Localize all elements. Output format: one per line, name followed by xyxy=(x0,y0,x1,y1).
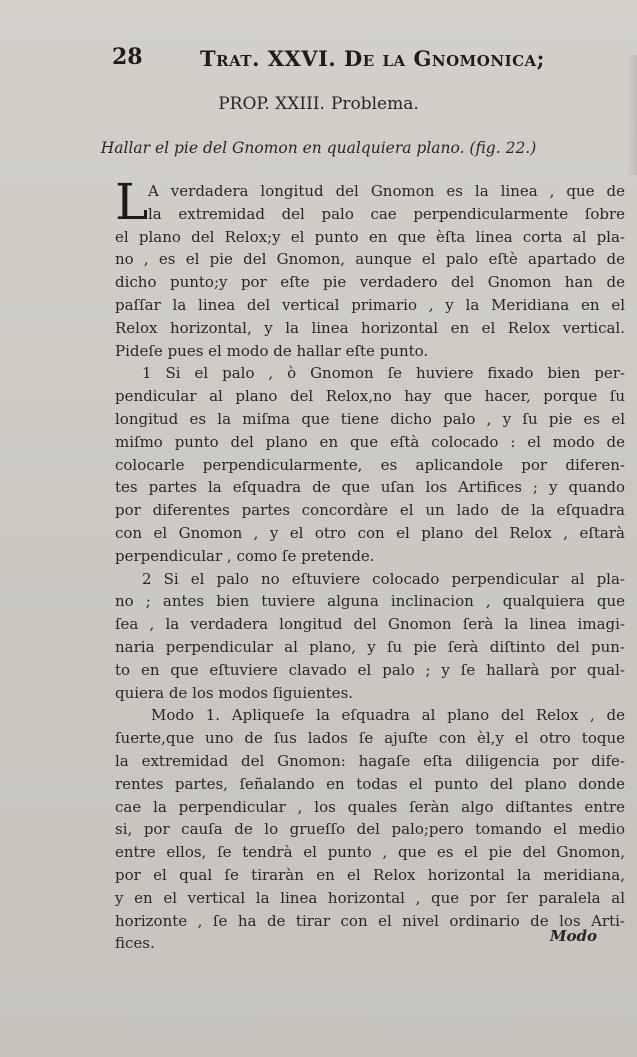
text-line: longitud es la miſma que tiene dicho palo , y ſu pie es el xyxy=(115,409,625,428)
text-line: horizonte , ſe ha de tirar con el nivel ordinario de los Arti- xyxy=(115,911,625,930)
text-line: Relox horizontal, y la linea horizontal en el Relox vertical. xyxy=(115,318,625,337)
text-line: entre ellos, ſe tendrà el punto , que es el pie del Gnomon, xyxy=(115,843,625,862)
text-line: si, por cauſa de lo grueſſo del palo;pero tomando el medio xyxy=(115,820,625,839)
text-line: no , es el pie del Gnomon, aunque el palo eſtè apartado de xyxy=(115,250,625,269)
text-line: pendicular al plano del Relox,no hay que hacer, porque ſu xyxy=(115,387,625,406)
running-head: Trat. XXVI. De la Gnomonica; xyxy=(200,46,545,71)
text-line: y en el vertical la linea horizontal , que por ſer paralela al xyxy=(115,888,625,907)
proposition-label: PROP. XXIII. xyxy=(218,94,325,114)
text-line: Modo 1. Apliqueſe la eſquadra al plano del Relox , de xyxy=(151,706,625,725)
text-line: por el qual ſe tiraràn en el Relox horizontal la meridiana, xyxy=(115,865,625,884)
page-header xyxy=(112,42,602,76)
text-line: rentes partes, ſeñalando en todas el punto del plano donde xyxy=(115,774,625,793)
text-line: tes partes la eſquadra de que uſan los Artifices ; y quando xyxy=(115,478,625,497)
text-line: ſea , la verdadera longitud del Gnomon ſerà la linea imagi- xyxy=(115,615,625,634)
catchword: Modo xyxy=(549,927,597,945)
body-text xyxy=(115,173,625,955)
page-number: 28 xyxy=(112,44,143,70)
text-line: to en que eſtuviere clavado el palo ; y ſe hallarà por qual- xyxy=(115,660,625,679)
text-line: ſuerte,que uno de ſus lados ſe ajuſte con èl,y el otro toque xyxy=(115,729,625,748)
proposition-heading xyxy=(0,94,637,114)
text-line: paſſar la linea del vertical primario , y la Meridiana en el xyxy=(115,295,625,314)
text-line: quiera de los modos ſiguientes. xyxy=(115,683,354,702)
text-line: 1 Si el palo , ò Gnomon ſe huviere fixado bien per- xyxy=(142,364,625,383)
text-line: fices. xyxy=(115,934,155,953)
text-line: la extremidad del palo cae perpendicularmente ſobre xyxy=(148,204,625,223)
text-line: miſmo punto del plano en que eſtà colocado : el modo de xyxy=(115,432,625,451)
text-line: no ; antes bien tuviere alguna inclinacion , qualquiera que xyxy=(115,592,625,611)
text-line: la extremidad del Gnomon: hagaſe eſta diligencia por dife- xyxy=(115,751,625,770)
text-line: naria perpendicular al plano, y ſu pie ſerà diſtinto del pun- xyxy=(115,637,625,656)
text-line: 2 Si el palo no eſtuviere colocado perpendicular al pla- xyxy=(142,569,625,588)
text-line: dicho punto;y por eſte pie verdadero del Gnomon han de xyxy=(115,273,625,292)
text-line: colocarle perpendicularmente, es aplicandole por diferen- xyxy=(115,455,625,474)
text-line: por diferentes partes concordàre el un lado de la eſquadra xyxy=(115,501,625,520)
text-line: cae la perpendicular , los quales ſeràn algo diſtantes entre xyxy=(115,797,625,816)
text-line: el plano del Relox;y el punto en que èſta linea corta al pla- xyxy=(115,227,625,246)
page-edge-shadow xyxy=(627,55,637,175)
text-line: Pideſe pues el modo de hallar eſte punto. xyxy=(115,341,429,360)
text-line: con el Gnomon , y el otro con el plano del Relox , eſtarà xyxy=(115,523,625,542)
drop-cap: L xyxy=(115,173,149,231)
text-line: perpendicular , como ſe pretende. xyxy=(115,546,375,565)
text-line: A verdadera longitud del Gnomon es la linea , que de xyxy=(148,182,625,200)
proposition-kind: Problema. xyxy=(330,94,419,114)
proposition-subtitle: Hallar el pie del Gnomon en qualquiera plano. (fig. 22.) xyxy=(100,139,537,157)
